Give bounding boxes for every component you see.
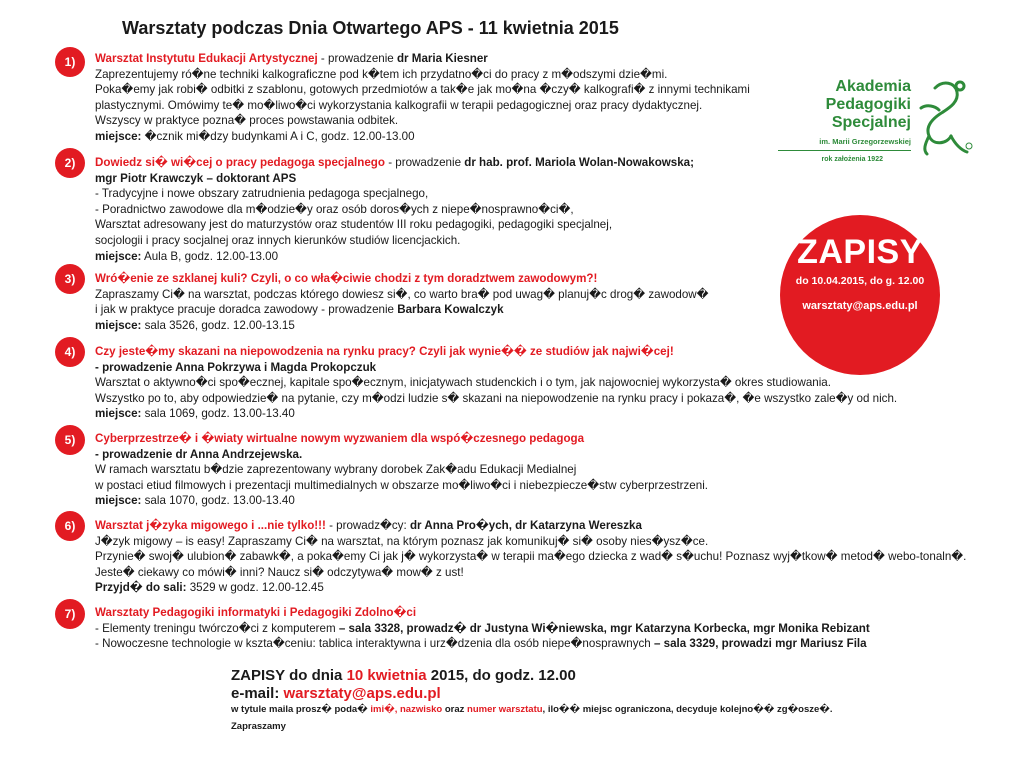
workshop-desc-line: Poka�emy jak robi� odbitki z szablonu, gotowych przedmiotów a tak�e jak mo�na �czy� kalkografi� z innymi technikami — [95, 83, 750, 97]
workshop-desc-line: socjologii i pracy socjalnej oraz innych kierunków studiów licencjackich. — [95, 233, 461, 247]
place-label: miejsce: — [95, 129, 142, 143]
workshop-title: Warsztat Instytutu Edukacji Artystycznej — [95, 52, 318, 65]
workshop-desc-line: w postaci etiud filmowych i prezentacji multimedialnych w obszarze mo�liwo�ci i niebezpiecze�stw cyberprzestrzeni. — [95, 478, 709, 492]
footer-text: , ilo�� miejsc ograniczona, decyduje kolejno�� zg�osze�. — [542, 704, 833, 715]
logo-line-1: Akademia — [835, 78, 911, 95]
footer-text: ZAPISY do dnia — [231, 667, 347, 684]
logo-subtitle: im. Marii Grzegorzewskiej — [819, 137, 911, 146]
footer-text: 2015, do godz. 12.00 — [426, 667, 576, 684]
workshop-desc-line: Wszyscy w praktyce pozna� proces powstawania odbitek. — [95, 114, 399, 128]
footer-highlight: numer warsztatu — [467, 704, 543, 715]
workshop-desc-line: - Poradnictwo zawodowe dla m�odzie�y oraz osób doros�ych z niepe�nosprawno�ci�, — [95, 202, 574, 216]
workshop-host: Barbara Kowalczyk — [397, 303, 504, 317]
workshop-host: – sala 3329, prowadzi mgr Mariusz Fila — [653, 637, 867, 651]
logo-year: rok założenia 1922 — [821, 156, 883, 163]
registration-email[interactable]: warsztaty@aps.edu.pl — [802, 300, 918, 312]
place-value: sala 3526, godz. 12.00-13.15 — [141, 318, 295, 332]
workshop-desc-line: Przynie� swoj� ulubion� zabawk�, a poka�emy Ci jak j� wykorzysta� w terapii ma�ego dziecka z wad� s�uchu! Poznasz wyj�tkow� metod� webo-tonaln�. — [95, 550, 967, 564]
registration-deadline: do 10.04.2015, do g. 12.00 — [795, 275, 925, 287]
workshop-desc-line: W ramach warsztatu b�dzie zaprezentowany wybrany dorobek Zak�adu Edukacji Medialnej — [95, 463, 577, 477]
workshop-host: - prowadzenie Anna Pokrzywa i Magda Prokopczuk — [95, 360, 377, 374]
footer-text: e-mail: — [231, 685, 284, 702]
footer-highlight: imi�, nazwisko — [370, 704, 443, 715]
logo-divider — [778, 150, 911, 151]
place-label: Przyjd� do sali: — [95, 581, 187, 595]
workshop-desc-line: Zaprezentujemy ró�ne techniki kalkograficzne pod k�tem ich przydatno�ci do pracy z m�odszymi dzie�mi. — [95, 67, 668, 81]
footer-text: w tytule maila prosz� poda� — [231, 704, 371, 715]
page-title: Warsztaty podczas Dnia Otwartego APS - 11 kwietnia 2015 — [122, 18, 619, 38]
workshop-number-6: 6) — [55, 511, 85, 541]
logo-line-3: Specjalnej — [831, 114, 911, 131]
workshop-desc-line: Wszystko po to, aby odpowiedzie� na pytanie, czy m�odzi ludzie s� skazani na niepowodzenie na rynku pracy i pokaza�, �e wszystko zale�y od nich. — [95, 391, 898, 405]
workshop-2 — [95, 155, 815, 264]
workshop-title: Warsztat j�zyka migowego i ...nie tylko!!! — [95, 519, 326, 532]
workshop-title: Warsztaty Pedagogiki informatyki i Pedagogiki Zdolno�ci — [95, 606, 417, 619]
workshop-title: Cyberprzestrze� i �wiaty wirtualne nowym wyzwaniem dla wspó�czesnego pedagoga — [95, 432, 585, 445]
workshop-host: dr hab. prof. Mariola Wolan-Nowakowska; — [464, 156, 694, 169]
logo-line-2: Pedagogiki — [825, 96, 911, 113]
registration-title: ZAPISY — [797, 233, 923, 271]
workshop-number-2: 2) — [55, 148, 85, 178]
workshop-desc-line: Zapraszamy Ci� na warsztat, podczas którego dowiesz si�, co warto bra� pod uwag� planuj�c drog� zawodow� — [95, 287, 709, 301]
workshop-title: Dowiedz si� wi�cej o pracy pedagoga specjalnego — [95, 156, 385, 169]
place-value: �cznik mi�dzy budynkami A i C, godz. 12.00-13.00 — [141, 129, 415, 143]
workshop-6 — [95, 518, 967, 596]
academy-figure-logo-icon — [913, 78, 973, 158]
footer-email-link[interactable]: warsztaty@aps.edu.pl — [283, 685, 441, 702]
place-label: miejsce: — [95, 249, 142, 263]
workshop-host-2: mgr Piotr Krawczyk – doktorant APS — [95, 171, 297, 185]
footer-date: 10 kwietnia — [346, 667, 427, 684]
workshop-1 — [95, 51, 815, 145]
workshop-number-4: 4) — [55, 337, 85, 367]
workshop-desc-line: Jeste� ciekawy co mówi� inni? Naucz si� odczytywa� mow� z ust! — [95, 565, 464, 579]
workshop-desc-line: Warsztat adresowany jest do maturzystów oraz studentów III roku pedagogiki, pedagogiki specjalnej, — [95, 218, 613, 232]
workshop-7 — [95, 605, 870, 652]
workshop-desc-line: - Elementy treningu twórczo�ci z komputerem — [95, 621, 339, 635]
workshop-host: dr Maria Kiesner — [396, 52, 488, 65]
workshop-desc-line: i jak w praktyce pracuje doradca zawodowy - prowadzenie — [95, 303, 398, 317]
footer-registration — [231, 667, 576, 684]
workshop-number-1: 1) — [55, 47, 85, 77]
workshop-number-3: 3) — [55, 264, 85, 294]
workshop-desc-line: - Nowoczesne technologie w kszta�ceniu: tablica interaktywna i urz�dzenia dla osób niepe�nosprawnych — [95, 637, 654, 651]
workshop-desc-line: - Tradycyjne i nowe obszary zatrudnienia pedagoga specjalnego, — [95, 187, 429, 201]
place-value: sala 1070, godz. 13.00-13.40 — [141, 494, 295, 508]
workshop-number-7: 7) — [55, 599, 85, 629]
workshop-3 — [95, 271, 815, 333]
place-value: 3529 w godz. 12.00-12.45 — [186, 581, 324, 595]
workshop-host: - prowadzenie dr Anna Andrzejewska. — [95, 447, 303, 461]
workshop-desc-line: J�zyk migowy – is easy! Zapraszamy Ci� na warsztat, na którym poznasz jak komunikuj� si� osoby nies�ysz�ce. — [95, 534, 709, 548]
workshop-host: dr Anna Pro�ych, dr Katarzyna Wereszka — [409, 519, 642, 532]
place-label: miejsce: — [95, 494, 142, 508]
workshop-4 — [95, 344, 898, 422]
workshop-host: – sala 3328, prowadz� dr Justyna Wi�niewska, mgr Katarzyna Korbecka, mgr Monika Rebizant — [338, 621, 870, 635]
footer-text: oraz — [442, 704, 468, 715]
footer-email — [231, 685, 441, 702]
footer-invite: Zapraszamy — [231, 721, 286, 732]
workshop-desc-line: Warsztat o aktywno�ci spo�ecznej, kapitale spo�ecznym, inicjatywach studenckich i o tym, jak najowocniej wykorzysta� okres studiowania. — [95, 376, 831, 390]
workshop-5 — [95, 431, 815, 509]
workshop-title: Wró�enie ze szklanej kuli? Czyli, o co wła�ciwie chodzi z tym doradztwem zawodowym?! — [95, 272, 598, 285]
workshop-host-prefix: - prowadzenie — [384, 156, 465, 169]
place-label: miejsce: — [95, 407, 142, 421]
workshop-title: Czy jeste�my skazani na niepowodzenia na rynku pracy? Czyli jak wynie�� ze studiów jak najwi�cej! — [95, 345, 674, 358]
footer-instructions — [231, 704, 832, 715]
workshop-host-prefix: - prowadzenie — [317, 52, 397, 65]
logo-name — [826, 78, 911, 132]
place-label: miejsce: — [95, 318, 142, 332]
place-value: Aula B, godz. 12.00-13.00 — [141, 249, 279, 263]
workshop-number-5: 5) — [55, 425, 85, 455]
workshop-desc-line: plastycznymi. Omówimy te� mo�liwo�ci wykorzystania kalkografii w terapii pedagogicznej oraz pracy dydaktycznej. — [95, 98, 703, 112]
workshop-host-prefix: - prowadz�cy: — [325, 519, 410, 532]
place-value: sala 1069, godz. 13.00-13.40 — [141, 407, 295, 421]
